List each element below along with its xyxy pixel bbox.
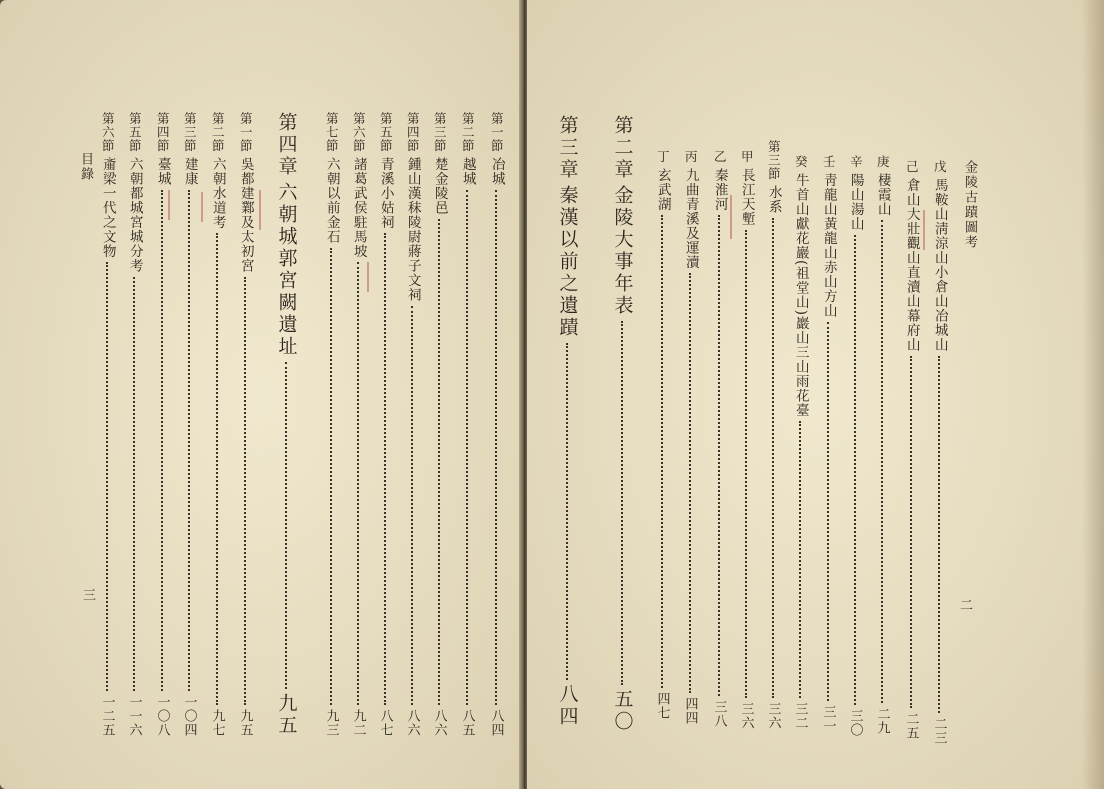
leader-dots bbox=[106, 262, 108, 691]
leader-dots bbox=[689, 273, 691, 693]
entry-page: 八六 bbox=[404, 709, 420, 737]
entry-section: 第三節 bbox=[766, 140, 782, 181]
entry-section: 第三節 bbox=[432, 112, 448, 153]
entry-section: 第三節 bbox=[182, 112, 198, 153]
entry-page: 八四 bbox=[488, 709, 504, 737]
leader-dots bbox=[910, 356, 912, 709]
leader-dots bbox=[566, 343, 568, 680]
entry-page: 九三 bbox=[323, 709, 339, 737]
entry-page: 一二五 bbox=[99, 695, 115, 737]
entry-section: 第一節 bbox=[238, 112, 254, 153]
leader-dots bbox=[161, 190, 163, 692]
entry-page: 八五 bbox=[459, 709, 475, 737]
chapter-page: 八四 bbox=[556, 684, 579, 728]
entry-section: 第五節 bbox=[378, 112, 394, 153]
toc-entry[interactable] bbox=[788, 155, 812, 730]
leader-dots bbox=[881, 220, 883, 703]
leader-dots bbox=[938, 356, 940, 714]
toc-entry[interactable] bbox=[734, 150, 758, 730]
toc-entry[interactable] bbox=[233, 112, 257, 737]
leader-dots bbox=[745, 230, 747, 699]
entry-title: 秦淮河 bbox=[711, 167, 728, 211]
running-head-left: 目錄 bbox=[78, 152, 93, 182]
leader-dots bbox=[384, 233, 386, 705]
red-pencil-mark bbox=[201, 192, 203, 222]
toc-entry[interactable] bbox=[373, 112, 397, 737]
entry-item: 壬 bbox=[821, 155, 837, 169]
entry-page: 八七 bbox=[377, 709, 393, 737]
leader-dots bbox=[466, 190, 468, 706]
entry-page: 三六 bbox=[765, 702, 781, 730]
toc-entry[interactable] bbox=[455, 112, 479, 737]
toc-entry[interactable] bbox=[678, 150, 702, 725]
entry-section: 第二節 bbox=[210, 112, 226, 153]
leader-dots bbox=[495, 190, 497, 706]
left-page bbox=[0, 0, 521, 789]
entry-item: 辛 bbox=[848, 155, 864, 169]
entry-page: 九七 bbox=[209, 709, 225, 737]
entry-section: 第五節 bbox=[127, 112, 143, 153]
entry-title: 棲霞山 bbox=[874, 172, 891, 216]
entry-title: 六朝都城宮城分考 bbox=[126, 156, 143, 273]
toc-entry[interactable] bbox=[150, 112, 174, 737]
entry-item: 己 bbox=[904, 160, 920, 174]
entry-title: 齑梁一代之文物 bbox=[99, 156, 116, 258]
entry-section: 第一節 bbox=[489, 112, 505, 153]
chapter-number: 第四章 bbox=[275, 112, 298, 178]
chapter-title: 金陵大事年表 bbox=[611, 185, 634, 317]
chapter-page: 九五 bbox=[275, 693, 298, 737]
entry-title: 冶城 bbox=[488, 156, 505, 186]
red-pencil-mark bbox=[168, 190, 170, 220]
toc-entry[interactable] bbox=[400, 112, 424, 737]
entry-title: 越城 bbox=[459, 156, 476, 186]
toc-entry[interactable] bbox=[927, 160, 951, 745]
toc-entry[interactable] bbox=[484, 112, 508, 737]
entry-section: 第四節 bbox=[405, 112, 421, 153]
running-head-right: 金陵古蹟圖考 bbox=[962, 160, 977, 250]
leader-dots bbox=[661, 215, 663, 688]
toc-entry[interactable] bbox=[761, 140, 785, 730]
entry-title: 吳都建鄴及太初宮 bbox=[237, 156, 254, 273]
entry-page: 四四 bbox=[682, 697, 698, 725]
leader-dots bbox=[772, 218, 774, 699]
entry-title: 馬鞍山淸涼山小倉山冶城山 bbox=[931, 177, 948, 352]
leader-dots bbox=[799, 421, 801, 698]
toc-entry[interactable] bbox=[650, 150, 674, 720]
toc-entry[interactable] bbox=[95, 112, 119, 737]
entry-item: 甲 bbox=[739, 150, 755, 164]
entry-page: 二三 bbox=[931, 717, 947, 745]
leader-dots bbox=[438, 219, 440, 706]
leader-dots bbox=[330, 248, 332, 706]
toc-entry[interactable] bbox=[870, 155, 894, 735]
entry-item: 戊 bbox=[932, 160, 948, 174]
toc-chapter[interactable] bbox=[271, 112, 301, 737]
chapter-number: 第三章 bbox=[556, 115, 579, 181]
entry-page: 九二 bbox=[350, 709, 366, 737]
red-pencil-mark bbox=[367, 262, 369, 292]
entry-section: 第六節 bbox=[100, 112, 116, 153]
toc-entry[interactable] bbox=[346, 112, 370, 737]
chapter-title: 六朝城郭宮闕遺址 bbox=[275, 182, 298, 358]
leader-dots bbox=[133, 277, 135, 692]
entry-title: 諸葛武侯駐馬坡 bbox=[350, 156, 367, 258]
toc-entry[interactable] bbox=[427, 112, 451, 737]
entry-title: 水系 bbox=[765, 184, 782, 214]
entry-title: 玄武湖 bbox=[654, 167, 671, 211]
entry-title: 九曲青溪及運瀆 bbox=[682, 167, 699, 269]
red-pencil-mark bbox=[259, 190, 261, 230]
entry-title: 六朝水道考 bbox=[209, 156, 226, 229]
entry-title: 楚金陵邑 bbox=[431, 156, 448, 215]
folio-left: 三 bbox=[80, 588, 95, 601]
entry-page: 九五 bbox=[237, 709, 253, 737]
entry-item: 癸 bbox=[793, 155, 809, 169]
leader-dots bbox=[854, 235, 856, 706]
entry-section: 第六節 bbox=[351, 112, 367, 153]
entry-section: 第七節 bbox=[324, 112, 340, 153]
entry-page: 三八 bbox=[711, 700, 727, 728]
entry-title: 建康 bbox=[181, 156, 198, 186]
entry-page: 二五 bbox=[903, 712, 919, 740]
entry-title: 長江天塹 bbox=[738, 167, 755, 226]
toc-entry[interactable] bbox=[816, 155, 840, 733]
toc-entry[interactable] bbox=[899, 160, 923, 740]
entry-section: 第二節 bbox=[460, 112, 476, 153]
entry-item: 乙 bbox=[712, 150, 728, 164]
toc-entry[interactable] bbox=[205, 112, 229, 737]
entry-section: 第四節 bbox=[155, 112, 171, 153]
folio-right: 二 bbox=[957, 598, 972, 611]
entry-page: 三一 bbox=[820, 705, 836, 733]
entry-item: 庚 bbox=[875, 155, 891, 169]
entry-page: 八六 bbox=[431, 709, 447, 737]
leader-dots bbox=[285, 362, 287, 689]
entry-item: 丙 bbox=[683, 150, 699, 164]
entry-page: 三六 bbox=[738, 702, 754, 730]
entry-page: 三二 bbox=[792, 702, 808, 730]
leader-dots bbox=[718, 215, 720, 696]
entry-title: 牛首山獻花巖(祖堂山)巖山三山雨花臺 bbox=[792, 172, 809, 418]
leader-dots bbox=[827, 322, 829, 702]
leader-dots bbox=[244, 277, 246, 706]
leader-dots bbox=[621, 321, 623, 685]
toc-entry[interactable] bbox=[843, 155, 867, 737]
entry-title: 青溪小姑祠 bbox=[377, 156, 394, 229]
red-pencil-mark bbox=[730, 195, 732, 239]
chapter-title: 秦漢以前之遺蹟 bbox=[556, 185, 579, 339]
toc-entry[interactable] bbox=[319, 112, 343, 737]
leader-dots bbox=[216, 233, 218, 705]
leader-dots bbox=[188, 190, 190, 692]
leader-dots bbox=[411, 306, 413, 706]
page-edge bbox=[1082, 0, 1104, 789]
toc-chapter[interactable] bbox=[607, 115, 637, 733]
toc-chapter[interactable] bbox=[552, 115, 582, 728]
entry-page: 二九 bbox=[874, 707, 890, 735]
entry-title: 鍾山漢秣陵尉蔣子文祠 bbox=[404, 156, 421, 302]
entry-title: 臺城 bbox=[154, 156, 171, 186]
toc-entry[interactable] bbox=[707, 150, 731, 728]
entry-title: 靑龍山黃龍山赤山方山 bbox=[820, 172, 837, 318]
entry-page: 一〇四 bbox=[181, 695, 197, 737]
chapter-page: 五〇 bbox=[611, 689, 634, 733]
leader-dots bbox=[357, 262, 359, 705]
red-pencil-mark bbox=[923, 210, 925, 250]
entry-page: 一一六 bbox=[126, 695, 142, 737]
right-page bbox=[527, 0, 1104, 789]
entry-title: 陽山湯山 bbox=[847, 172, 864, 231]
toc-entry[interactable] bbox=[177, 112, 201, 737]
entry-item: 丁 bbox=[655, 150, 671, 164]
entry-page: 三〇 bbox=[847, 709, 863, 737]
chapter-number: 第二章 bbox=[611, 115, 634, 181]
entry-page: 一〇八 bbox=[154, 695, 170, 737]
toc-entry[interactable] bbox=[122, 112, 146, 737]
entry-title: 倉山大壯觀山直瀆山幕府山 bbox=[903, 177, 920, 352]
entry-page: 四七 bbox=[654, 692, 670, 720]
entry-title: 六朝以前金石 bbox=[323, 156, 340, 244]
